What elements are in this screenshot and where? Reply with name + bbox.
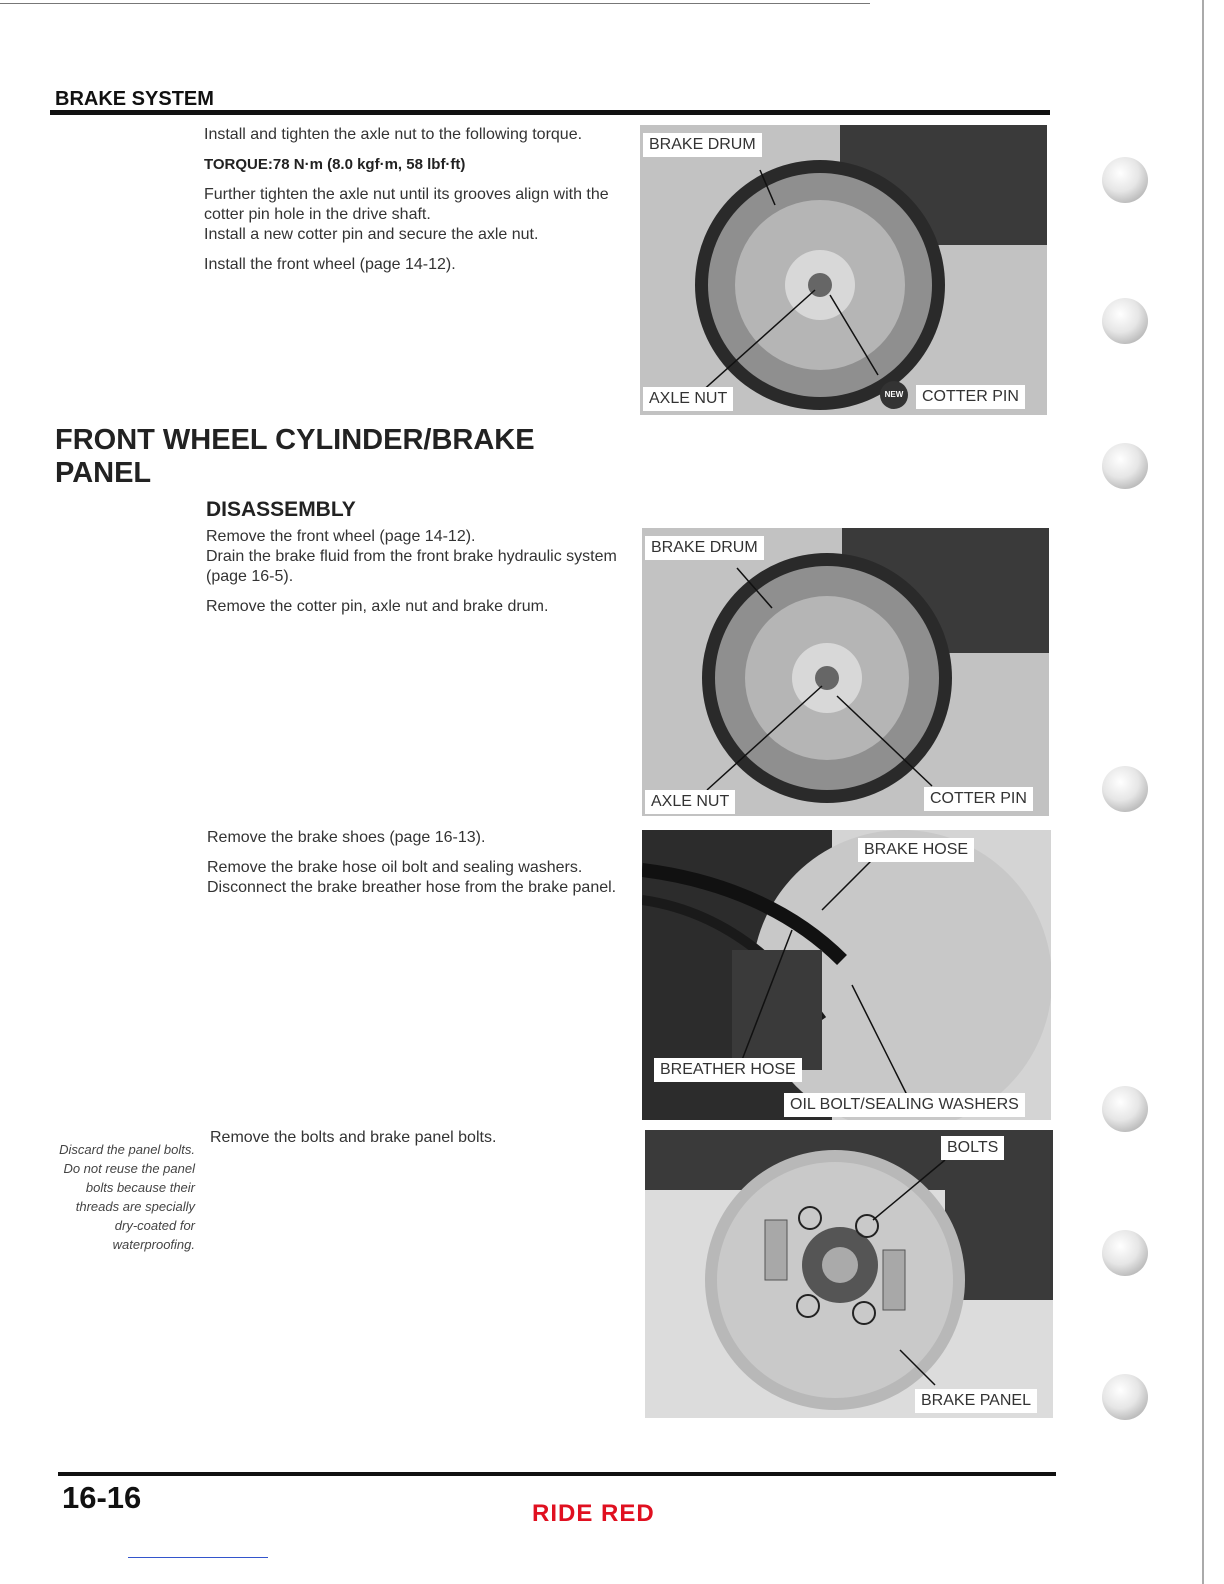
binder-hole-6 [1102,1230,1148,1276]
top-edge-line [0,3,870,4]
side-note: Discard the panel bolts. Do not reuse the panel bolts because their threads are specially dry-coated for waterproofing. [59,1142,195,1252]
brake-panel-photo [645,1130,1053,1418]
binder-hole-3 [1102,443,1148,489]
subsection-title: DISASSEMBLY [206,498,356,521]
step4-text [210,1128,630,1158]
label-axle-nut: AXLE NUT [645,790,735,814]
binder-hole-4 [1102,766,1148,812]
label-brake-drum: BRAKE DRUM [645,536,764,560]
step1-text [204,125,626,285]
step3-p1: Remove the brake shoes (page 16-13). [207,829,486,846]
figure-brake-drum-install [640,125,1047,415]
label-brake-panel: BRAKE PANEL [915,1389,1037,1413]
label-axle-nut: AXLE NUT [643,387,733,411]
step2-text [206,527,630,627]
brake-drum-photo-2 [642,528,1049,816]
page-number: 16-16 [62,1480,142,1515]
step4-p1: Remove the bolts and brake panel bolts. [210,1129,497,1146]
footer-link-underline [128,1557,268,1558]
step3-p3: Disconnect the brake breather hose from the brake panel. [207,879,617,896]
label-breather-hose: BREATHER HOSE [654,1058,802,1082]
binder-hole-7 [1102,1374,1148,1420]
torque-spec: TORQUE:78 N·m (8.0 kgf·m, 58 lbf·ft) [204,156,466,173]
step2-p1: Remove the front wheel (page 14-12). [206,528,476,545]
step3-text [207,828,631,908]
label-oil-bolt: OIL BOLT/SEALING WASHERS [784,1093,1025,1117]
label-brake-drum: BRAKE DRUM [643,133,762,157]
header-rule [50,110,1050,115]
binder-hole-1 [1102,157,1148,203]
section-title: FRONT WHEEL CYLINDER/BRAKE PANEL [55,424,535,489]
brake-drum-photo-1 [640,125,1047,415]
new-part-icon: NEW [880,381,908,409]
figure-brake-panel [645,1130,1053,1418]
step1-p3: Install a new cotter pin and secure the axle nut. [204,226,539,243]
step1-p4: Install the front wheel (page 14-12). [204,256,456,273]
binder-hole-5 [1102,1086,1148,1132]
step1-p2: Further tighten the axle nut until its grooves align with the cotter pin hole in the drive shaft. [204,186,609,223]
figure-brake-hose [642,830,1051,1120]
footer-rule [58,1472,1056,1476]
step3-p2: Remove the brake hose oil bolt and sealing washers. [207,859,583,876]
label-bolts: BOLTS [941,1136,1004,1160]
label-brake-hose: BRAKE HOSE [858,838,974,862]
label-cotter-pin: COTTER PIN [916,385,1025,409]
step2-p2: Drain the brake fluid from the front brake hydraulic system (page 16-5). [206,548,617,585]
ride-red-logo: RIDE RED [532,1500,655,1527]
step1-p1: Install and tighten the axle nut to the following torque. [204,126,583,143]
section-header: BRAKE SYSTEM [55,88,214,110]
label-cotter-pin: COTTER PIN [924,787,1033,811]
binder-hole-2 [1102,298,1148,344]
step2-p3: Remove the cotter pin, axle nut and brake drum. [206,598,549,615]
figure-brake-drum-remove [642,528,1049,816]
binder-edge-line [1202,0,1204,1584]
